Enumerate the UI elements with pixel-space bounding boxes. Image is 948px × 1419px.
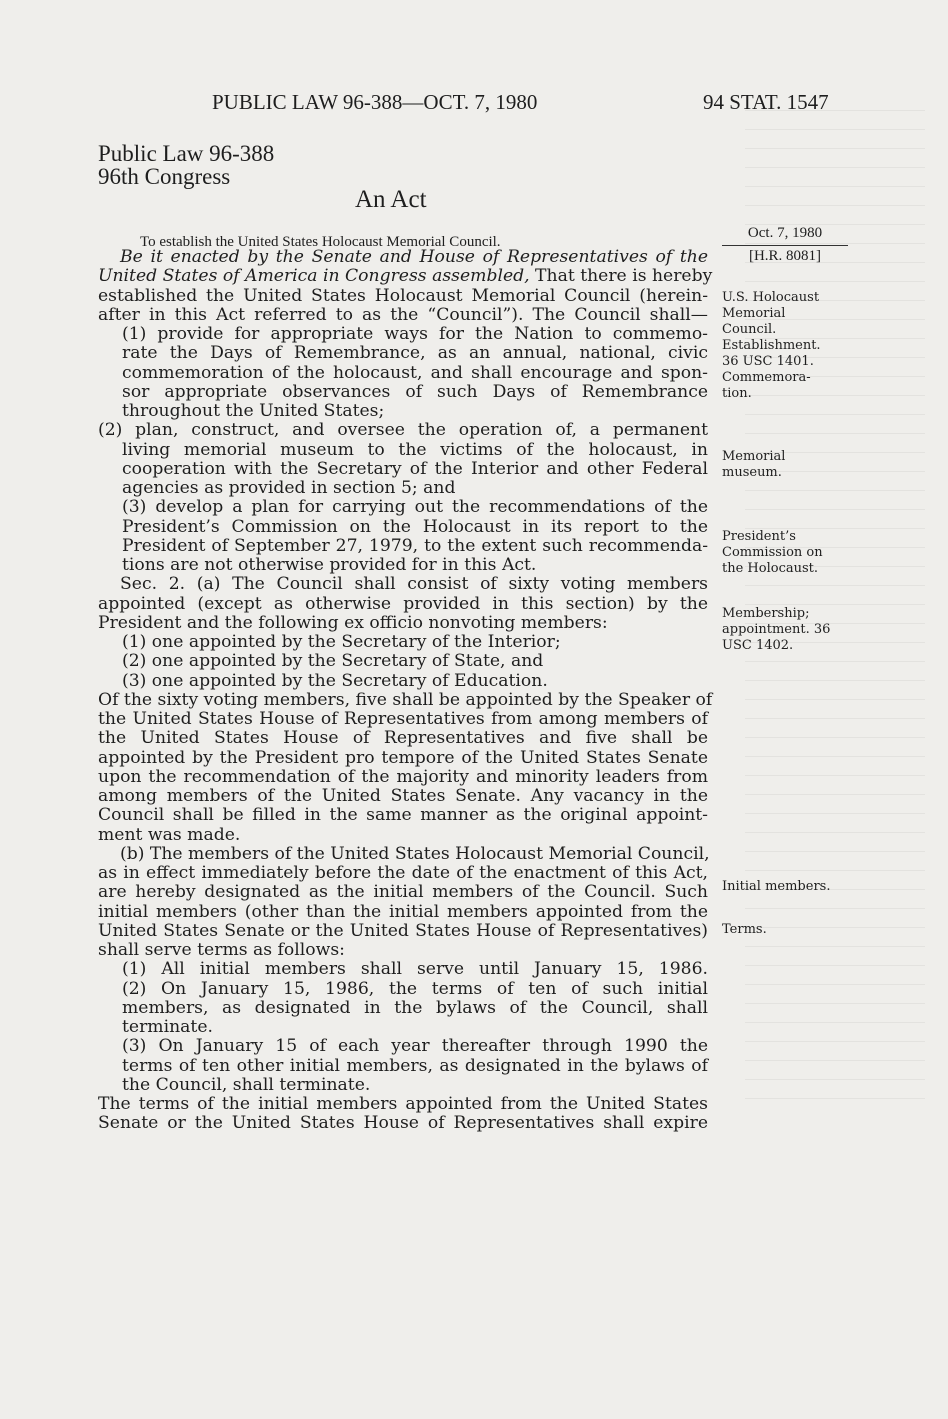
body-line-text: President of September 27, 1979, to the extent such recommenda- (122, 535, 708, 556)
body-line (120, 248, 708, 267)
body-line (122, 441, 708, 460)
body-line (98, 864, 708, 883)
body-line-text: appointed (except as otherwise provided in this section) by the (98, 593, 708, 614)
side-rule (722, 245, 848, 246)
body-line (122, 325, 708, 344)
body-line (122, 999, 708, 1018)
bill-number: [H.R. 8081] (748, 248, 822, 264)
body-line-text: (2) plan, construct, and oversee the operation of, a permanent (98, 420, 708, 441)
enacting-clause-italic: United States of America in Congress assembled, (98, 266, 530, 287)
body-line-text: Senate or the United States House of Representatives shall expire (98, 1113, 708, 1134)
body-line (122, 633, 708, 652)
body-line (98, 749, 708, 768)
body-line (122, 1018, 708, 1037)
body-line (98, 287, 708, 306)
body-line-text: sor appropriate observances of such Days of Remembrance (122, 381, 708, 402)
body-line-text: (b) The members of the United States Holocaust Memorial Council, (120, 843, 710, 864)
margin-note: Terms. (722, 922, 767, 937)
body-line-text: terms of ten other initial members, as designated in the bylaws of (122, 1055, 708, 1076)
body-line (122, 980, 708, 999)
body-line (98, 710, 708, 729)
body-line-text: living memorial museum to the victims of the holocaust, in (122, 439, 708, 460)
margin-note: Memorial museum. (722, 449, 786, 480)
body-line (122, 960, 708, 979)
body-line-text: appointed by the President pro tempore of the United States Senate (98, 747, 708, 768)
body-line (122, 498, 708, 517)
body-line-text: (3) develop a plan for carrying out the recommendations of the (122, 497, 708, 518)
body-line-text: Council shall be filled in the same manner as the original appoint- (98, 805, 708, 826)
act-heading: An Act (355, 186, 427, 213)
body-line-text: The terms of the initial members appointed from the United States (98, 1094, 708, 1114)
body-line-text: agencies as provided in section 5; and (122, 478, 456, 498)
body-line (98, 689, 713, 710)
body-line-text: among members of the United States Senate. Any vacancy in the (98, 786, 708, 806)
margin-note: Membership; appointment. 36 USC 1402. (722, 606, 831, 653)
body-line-text: the United States House of Representatives from among members of (98, 709, 708, 729)
body-line-text: after in this Act referred to as the “Council”). The Council shall— (98, 304, 708, 325)
body-line-text: members, as designated in the bylaws of the Council, shall (122, 997, 708, 1018)
body-line (98, 826, 708, 845)
body-line-text: as in effect immediately before the date of the enactment of this Act, (98, 863, 708, 883)
body-line (98, 266, 713, 287)
body-line-text: United States Senate or the United States House of Representatives) (98, 920, 708, 941)
congress-label: 96th Congress (98, 164, 231, 189)
body-line (98, 1114, 708, 1133)
body-line-text: terminate. (122, 1017, 213, 1037)
body-line-text: rate the Days of Remembrance, as an annual, national, civic (122, 343, 708, 364)
body-line (122, 344, 708, 363)
body-line-text: (3) On January 15 of each year thereafter through 1990 the (122, 1036, 708, 1057)
body-line (120, 575, 708, 594)
body-line-text: established the United States Holocaust Memorial Council (herein- (98, 285, 708, 306)
body-line (122, 518, 708, 537)
body-line (98, 903, 708, 922)
body-line (98, 883, 708, 902)
body-line-text: are hereby designated as the initial members of the Council. Such (98, 882, 708, 903)
body-line (98, 306, 708, 325)
body-line (122, 672, 708, 691)
body-line (98, 787, 708, 806)
body-line (122, 460, 708, 479)
stat-page-number: 94 STAT. 1547 (703, 90, 829, 114)
body-line-text: tions are not otherwise provided for in this Act. (122, 555, 537, 575)
body-line-text: commemoration of the holocaust, and shall encourage and spon- (122, 362, 708, 383)
body-line (98, 1095, 708, 1114)
body-line-text: shall serve terms as follows: (98, 940, 345, 960)
enactment-date: Oct. 7, 1980 (747, 225, 823, 241)
body-line-text: Of the sixty voting members, five shall be appointed by the Speaker of (98, 689, 713, 710)
body-line (122, 383, 708, 402)
body-line (122, 1037, 708, 1056)
body-line (122, 652, 708, 671)
body-line-text: (1) one appointed by the Secretary of the Interior; (122, 632, 561, 652)
body-line (122, 479, 708, 498)
body-line (98, 806, 708, 825)
body-line-text: (1) All initial members shall serve until January 15, 1986. (122, 959, 708, 980)
body-line (122, 1057, 708, 1076)
body-line (122, 556, 708, 575)
public-law-number: Public Law 96-388 (98, 141, 275, 166)
body-line (98, 941, 708, 960)
running-title: PUBLIC LAW 96-388—OCT. 7, 1980 (212, 90, 538, 114)
body-line-text: upon the recommendation of the majority and minority leaders from (98, 766, 708, 787)
body-line-text: (1) provide for appropriate ways for the Nation to commemo- (122, 324, 708, 344)
body-line (98, 729, 708, 748)
body-line-text: (2) On January 15, 1986, the terms of ten of such initial (122, 978, 708, 999)
body-line (98, 595, 708, 614)
body-line (98, 614, 708, 633)
body-line-text: initial members (other than the initial members appointed from the (98, 901, 708, 922)
body-line (122, 364, 708, 383)
body-line (98, 421, 708, 440)
body-line (122, 537, 708, 556)
body-line (98, 768, 708, 787)
body-line-text: the United States House of Representatives and five shall be (98, 728, 708, 749)
body-line-text: That there is hereby (529, 266, 713, 287)
body-line-text: President’s Commission on the Holocaust in its report to the (122, 516, 708, 537)
margin-note: U.S. Holocaust Memorial Council. Establishment. 36 USC 1401. Commemora- tion. (722, 290, 821, 401)
body-line-text: throughout the United States; (122, 401, 385, 421)
body-line (98, 922, 708, 941)
body-line-text: President and the following ex officio nonvoting members: (98, 612, 608, 633)
margin-note: Initial members. (722, 879, 831, 894)
body-line-text: the Council, shall terminate. (122, 1074, 371, 1095)
body-line-text: ment was made. (98, 824, 241, 845)
body-line-text: cooperation with the Secretary of the Interior and other Federal (122, 458, 708, 479)
body-line-text: (2) one appointed by the Secretary of State, and (122, 651, 544, 672)
body-line-text: (3) one appointed by the Secretary of Education. (122, 670, 548, 691)
body-line-text: Sec. 2. (a) The Council shall consist of sixty voting members (120, 574, 708, 595)
act-purpose: To establish the United States Holocaust Memorial Council. (140, 234, 501, 250)
enacting-clause-italic: Be it enacted by the Senate and House of Representatives of the (120, 247, 708, 267)
body-line (122, 402, 708, 421)
body-line (122, 1076, 708, 1095)
body-line (120, 845, 708, 864)
margin-note: President’s Commission on the Holocaust. (722, 529, 823, 576)
